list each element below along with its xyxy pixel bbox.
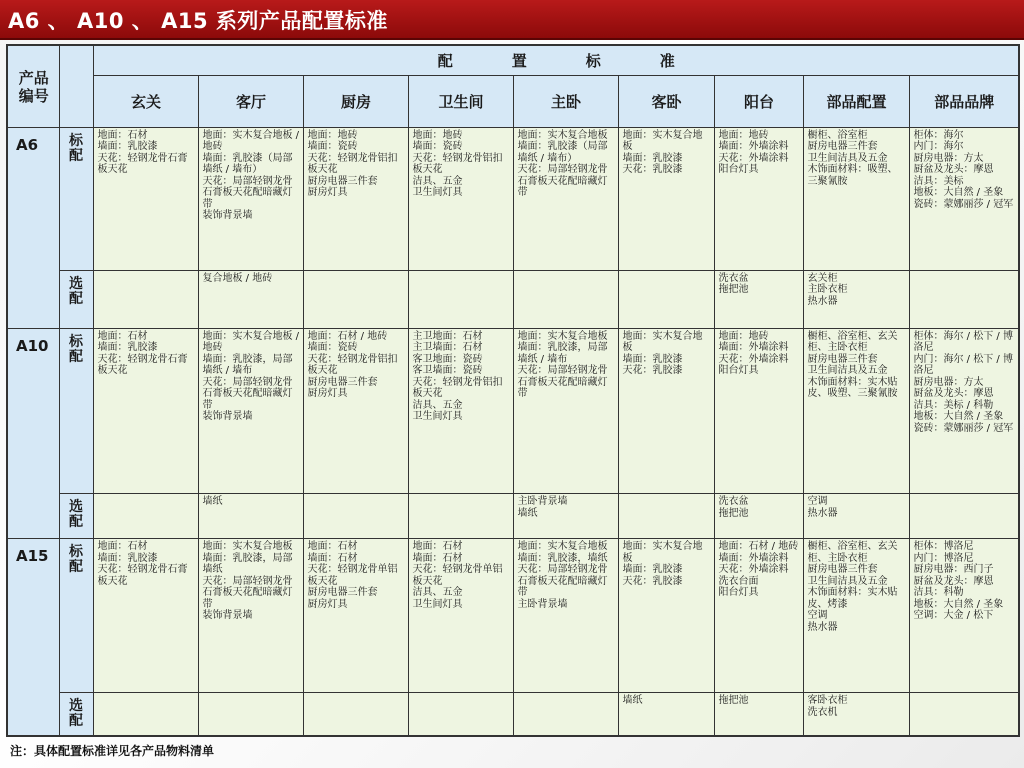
config-line: 天花：轻钢龙骨铝扣板天花 — [307, 152, 398, 176]
config-cell — [198, 693, 303, 736]
config-line: 厨房灯具 — [307, 598, 348, 610]
config-cell — [93, 328, 198, 493]
config-line: 天花：轻钢龙骨铝扣板天花 — [412, 376, 503, 400]
config-line: 墙面：瓷砖 — [412, 141, 463, 153]
config-line: 洁具：美标 — [913, 175, 964, 187]
standard-type-label — [59, 328, 93, 493]
standard-type-label — [59, 539, 93, 693]
config-line: 内门：博洛尼 — [913, 552, 974, 564]
config-cell — [303, 270, 408, 328]
config-line: 装饰背景墙 — [202, 210, 253, 222]
config-line: 地面：实木复合地板 — [517, 330, 608, 342]
config-cell — [714, 270, 803, 328]
config-cell — [714, 693, 803, 736]
config-line: 墙面：瓷砖 — [307, 141, 358, 153]
type-label-text: 标配 — [69, 333, 83, 365]
type-label-text: 选配 — [69, 698, 83, 730]
config-line: 地面：实木复合地板 — [622, 541, 703, 564]
type-label-text: 选配 — [69, 275, 83, 307]
config-line: 厨盆及龙头：摩恩 — [913, 388, 994, 400]
optional-config-row — [7, 494, 1019, 539]
config-cell — [93, 270, 198, 328]
config-cell — [198, 127, 303, 270]
config-line: 空调 — [807, 610, 828, 622]
config-line: 地面：石材 — [97, 541, 148, 553]
config-line: 主卧衣柜 — [807, 284, 848, 296]
config-line: 地面：实木复合地板 — [202, 541, 293, 553]
config-line: 客卫墙面：瓷砖 — [412, 365, 483, 377]
config-line: 墙面：瓷砖 — [307, 342, 358, 354]
config-line: 柜体：海尔 — [913, 129, 964, 141]
config-cell — [909, 494, 1019, 539]
config-line: 天花：局部轻钢龙骨石膏板天花配暗藏灯带 — [202, 575, 293, 610]
config-line: 墙面：乳胶漆 — [622, 564, 683, 576]
config-line: 墙面：乳胶漆，墙纸 — [517, 552, 608, 564]
config-line: 主卧背景墙 — [517, 496, 568, 508]
title-bar — [0, 0, 1024, 40]
config-line: 空调 — [807, 496, 828, 508]
config-line: 墙面：乳胶漆，局部墙纸 — [202, 552, 293, 576]
config-line: 洁具：科勒 — [913, 587, 964, 599]
config-line: 地面：实木复合地板 — [517, 129, 608, 141]
config-line: 地板：大自然 / 圣象 — [913, 187, 1004, 199]
config-line: 卫生间洁具及五金 — [807, 365, 888, 377]
config-line: 墙纸 — [622, 695, 643, 707]
config-cell — [513, 270, 618, 328]
config-line: 主卫墙面：石材 — [412, 342, 483, 354]
type-label-text: 选配 — [69, 499, 83, 531]
type-label-text: 标配 — [69, 544, 83, 576]
config-line: 地面：地砖 — [718, 330, 769, 342]
standard-config-row — [7, 539, 1019, 693]
page-title: A6 、 A10 、 A15 系列产品配置标准 — [8, 9, 388, 33]
config-line: 墙面：乳胶漆，局部墙纸 / 墙布 — [202, 353, 293, 377]
product-code: A6 — [7, 127, 59, 328]
config-cell — [714, 127, 803, 270]
config-line: 墙纸 — [202, 496, 223, 508]
config-line: 卫生间洁具及五金 — [807, 575, 888, 587]
config-line: 天花：局部轻钢龙骨石膏板天花配暗藏灯带 — [517, 564, 608, 599]
config-line: 卫生间灯具 — [412, 187, 463, 199]
config-cell — [909, 270, 1019, 328]
config-table-wrap — [6, 44, 1018, 737]
config-line: 天花：轻钢龙骨石膏板天花 — [97, 564, 188, 587]
config-cell — [198, 270, 303, 328]
config-line: 天花：轻钢龙骨单铝板天花 — [307, 564, 398, 587]
optional-type-label — [59, 494, 93, 539]
config-line: 天花：轻钢龙骨铝扣板天花 — [307, 353, 398, 377]
config-cell — [408, 127, 513, 270]
config-line: 厨房灯具 — [307, 187, 348, 199]
config-line: 地面：实木复合地板 / 地砖 — [202, 129, 300, 153]
config-cell — [618, 270, 714, 328]
config-line: 阳台灯具 — [718, 365, 759, 377]
config-line: 热水器 — [807, 621, 838, 633]
config-line: 柜体：海尔 / 松下 / 博洛尼 — [913, 330, 1013, 354]
config-line: 天花：乳胶漆 — [622, 365, 683, 377]
column-header: 客厅 — [198, 75, 303, 127]
config-line: 墙面：乳胶漆 — [97, 141, 158, 153]
config-cell — [303, 127, 408, 270]
config-line: 洁具、五金 — [412, 399, 463, 411]
column-header: 主卧 — [513, 75, 618, 127]
config-line: 厨房电器三件套 — [807, 353, 878, 365]
config-line: 地面：石材 / 地砖 — [307, 330, 388, 342]
standard-config-row — [7, 328, 1019, 493]
config-line: 卫生间灯具 — [412, 598, 463, 610]
config-line: 热水器 — [807, 295, 838, 307]
config-cell — [408, 270, 513, 328]
config-cell — [909, 127, 1019, 270]
config-standard-header: 配 置 标 准 — [93, 45, 1019, 75]
config-line: 地面：实木复合地板 — [622, 129, 703, 153]
config-line: 地面：地砖 — [412, 129, 463, 141]
standard-config-row — [7, 127, 1019, 270]
optional-config-row — [7, 693, 1019, 736]
config-line: 橱柜、浴室柜 — [807, 129, 868, 141]
config-table — [6, 44, 1020, 737]
config-cell — [303, 328, 408, 493]
config-cell — [198, 494, 303, 539]
config-line: 天花：局部轻钢龙骨石膏板天花配暗藏灯带 — [202, 376, 293, 411]
column-header: 卫生间 — [408, 75, 513, 127]
config-line: 拖把池 — [718, 695, 749, 707]
config-line: 天花：局部轻钢龙骨石膏板天花配暗藏灯带 — [517, 365, 608, 400]
config-cell — [513, 328, 618, 493]
config-line: 厨房电器：方太 — [913, 152, 984, 164]
config-line: 主卧背景墙 — [517, 598, 568, 610]
column-header: 玄关 — [93, 75, 198, 127]
product-code-header: 产品编号 — [7, 45, 59, 127]
config-cell — [714, 328, 803, 493]
config-line: 墙面：乳胶漆，局部墙纸 / 墙布 — [517, 342, 608, 365]
config-cell — [618, 328, 714, 493]
config-line: 厨房电器三件套 — [307, 175, 378, 187]
config-cell — [408, 693, 513, 736]
config-cell — [909, 539, 1019, 693]
config-cell — [408, 494, 513, 539]
config-line: 洁具、五金 — [412, 587, 463, 599]
config-line: 地面：石材 / 地砖 — [718, 541, 799, 553]
config-line: 地板：大自然 / 圣象 — [913, 598, 1004, 610]
config-line: 墙面：乳胶漆 — [97, 552, 158, 564]
config-cell — [618, 693, 714, 736]
config-cell — [513, 494, 618, 539]
config-cell — [513, 539, 618, 693]
config-line: 天花：乳胶漆 — [622, 164, 683, 176]
config-cell — [803, 270, 909, 328]
config-line: 阳台灯具 — [718, 587, 759, 599]
config-line: 洗衣盆 — [718, 272, 749, 284]
config-line: 天花：轻钢龙骨铝扣板天花 — [412, 152, 503, 176]
config-line: 地面：实木复合地板 — [517, 541, 608, 553]
config-line: 柜体：博洛尼 — [913, 541, 974, 553]
config-line: 厨房电器：西门子 — [913, 564, 994, 576]
config-line: 墙面：乳胶漆（局部墙纸 / 墙布） — [517, 141, 608, 164]
config-line: 天花：局部轻钢龙骨石膏板天花配暗藏灯带 — [202, 175, 293, 210]
config-line: 厨房电器三件套 — [307, 587, 378, 599]
config-line: 地面：石材 — [97, 330, 148, 342]
config-line: 墙面：外墙涂料 — [718, 552, 789, 564]
config-cell — [803, 328, 909, 493]
config-cell — [803, 693, 909, 736]
config-line: 墙面：外墙涂料 — [718, 342, 789, 354]
column-header: 厨房 — [303, 75, 408, 127]
config-line: 天花：轻钢龙骨石膏板天花 — [97, 353, 188, 377]
config-line: 木饰面材料：实木贴皮、吸塑、三聚氰胺 — [807, 376, 898, 400]
config-line: 瓷砖：蒙娜丽莎 / 冠军 — [913, 422, 1014, 434]
config-line: 洗衣机 — [807, 706, 838, 718]
config-cell — [408, 328, 513, 493]
config-line: 木饰面材料：实木贴皮、烤漆 — [807, 587, 898, 610]
config-line: 卫生间灯具 — [412, 411, 463, 423]
optional-type-label — [59, 693, 93, 736]
config-line: 墙面：乳胶漆 — [97, 342, 158, 354]
config-line: 厨盆及龙头：摩恩 — [913, 164, 994, 176]
config-line: 洗衣台面 — [718, 575, 759, 587]
config-line: 墙面：乳胶漆 — [622, 152, 683, 164]
config-cell — [618, 494, 714, 539]
config-cell — [803, 127, 909, 270]
config-cell — [93, 693, 198, 736]
config-line: 地面：实木复合地板 — [622, 330, 703, 354]
config-cell — [803, 494, 909, 539]
config-line: 玄关柜 — [807, 272, 838, 284]
config-cell — [714, 539, 803, 693]
config-line: 洗衣盆 — [718, 496, 749, 508]
config-cell — [618, 539, 714, 693]
config-line: 木饰面材料：吸塑、三聚氰胺 — [807, 164, 898, 187]
config-line: 橱柜、浴室柜、玄关柜、主卧衣柜 — [807, 330, 898, 354]
config-line: 地面：实木复合地板 / 地砖 — [202, 330, 300, 354]
config-line: 热水器 — [807, 507, 838, 519]
config-line: 厨房电器三件套 — [807, 564, 878, 576]
config-line: 天花：外墙涂料 — [718, 564, 789, 576]
config-line: 厨房电器：方太 — [913, 376, 984, 388]
config-cell — [303, 539, 408, 693]
config-cell — [618, 127, 714, 270]
config-line: 地面：石材 — [412, 541, 463, 553]
config-cell — [408, 539, 513, 693]
config-line: 主卫地面：石材 — [412, 330, 483, 342]
config-line: 厨房电器三件套 — [807, 141, 878, 153]
config-line: 客卧衣柜 — [807, 695, 848, 707]
optional-config-row — [7, 270, 1019, 328]
config-cell — [93, 494, 198, 539]
config-line: 天花：轻钢龙骨单铝板天花 — [412, 564, 503, 587]
optional-type-label — [59, 270, 93, 328]
config-line: 地板：大自然 / 圣象 — [913, 411, 1004, 423]
column-header: 阳台 — [714, 75, 803, 127]
config-line: 天花：外墙涂料 — [718, 152, 789, 164]
config-line: 厨盆及龙头：摩恩 — [913, 575, 994, 587]
config-line: 墙面：石材 — [412, 552, 463, 564]
column-header: 客卧 — [618, 75, 714, 127]
config-line: 卫生间洁具及五金 — [807, 152, 888, 164]
config-line: 拖把池 — [718, 507, 749, 519]
config-line: 墙纸 — [517, 507, 538, 519]
config-cell — [198, 328, 303, 493]
config-line: 墙面：乳胶漆 — [622, 353, 683, 365]
config-cell — [303, 494, 408, 539]
config-cell — [714, 494, 803, 539]
config-line: 天花：轻钢龙骨石膏板天花 — [97, 152, 188, 176]
config-line: 厨房电器三件套 — [307, 376, 378, 388]
config-cell — [303, 693, 408, 736]
config-line: 天花：局部轻钢龙骨石膏板天花配暗藏灯带 — [517, 164, 608, 199]
product-code: A15 — [7, 539, 59, 736]
column-header: 部品配置 — [803, 75, 909, 127]
config-line: 客卫地面：瓷砖 — [412, 353, 483, 365]
column-header: 部品品牌 — [909, 75, 1019, 127]
config-cell — [909, 693, 1019, 736]
config-line: 厨房灯具 — [307, 388, 348, 400]
config-cell — [909, 328, 1019, 493]
config-line: 内门：海尔 — [913, 141, 964, 153]
config-line: 墙面：外墙涂料 — [718, 141, 789, 153]
config-line: 墙面：石材 — [307, 552, 358, 564]
product-code: A10 — [7, 328, 59, 538]
config-line: 复合地板 / 地砖 — [202, 272, 273, 284]
config-cell — [513, 127, 618, 270]
footnote: 注：具体配置标准详见各产品物料清单 — [10, 744, 215, 758]
standard-type-label — [59, 127, 93, 270]
config-line: 装饰背景墙 — [202, 411, 253, 423]
config-line: 空调：大金 / 松下 — [913, 610, 994, 622]
config-line: 拖把池 — [718, 284, 749, 296]
config-line: 天花：外墙涂料 — [718, 353, 789, 365]
config-line: 墙面：乳胶漆（局部墙纸 / 墙布） — [202, 152, 293, 176]
config-cell — [513, 693, 618, 736]
config-line: 阳台灯具 — [718, 164, 759, 176]
config-line: 橱柜、浴室柜、玄关柜、主卧衣柜 — [807, 541, 898, 564]
config-line: 装饰背景墙 — [202, 610, 253, 622]
config-cell — [93, 539, 198, 693]
config-line: 地面：地砖 — [718, 129, 769, 141]
config-line: 地面：石材 — [97, 129, 148, 141]
config-line: 内门：海尔 / 松下 / 博洛尼 — [913, 353, 1013, 377]
config-cell — [93, 127, 198, 270]
config-cell — [803, 539, 909, 693]
type-label-text: 标配 — [69, 132, 83, 164]
config-line: 瓷砖：蒙娜丽莎 / 冠军 — [913, 198, 1014, 210]
config-cell — [198, 539, 303, 693]
config-line: 洁具、五金 — [412, 175, 463, 187]
config-line: 天花：乳胶漆 — [622, 575, 683, 587]
type-header-blank — [59, 45, 93, 127]
config-line: 洁具：美标 / 科勒 — [913, 399, 994, 411]
config-line: 地面：地砖 — [307, 129, 358, 141]
config-line: 地面：石材 — [307, 541, 358, 553]
